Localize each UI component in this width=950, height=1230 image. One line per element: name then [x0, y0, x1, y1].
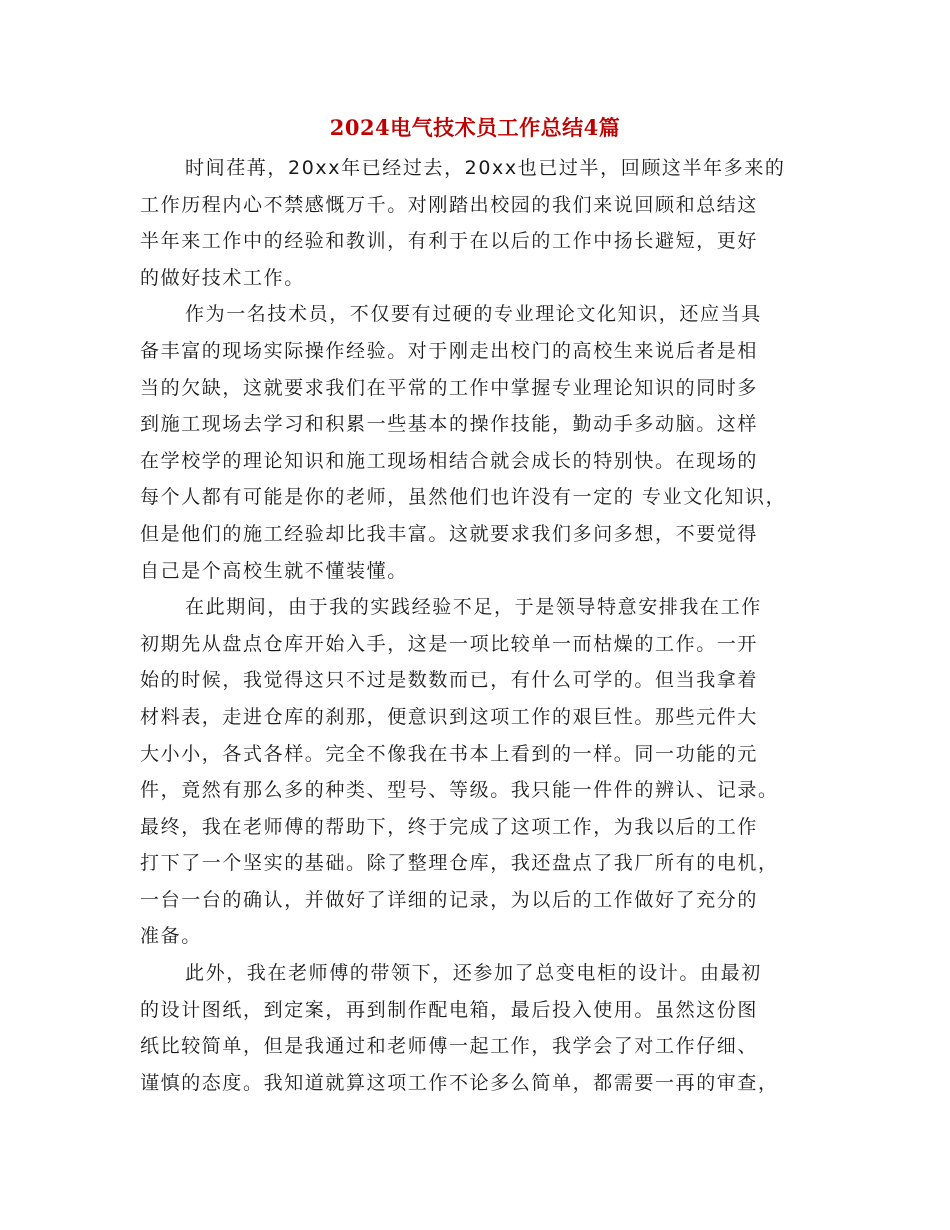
text-line: 大小小，各式各样。完全不像我在书本上看到的一样。同一功能的元 — [140, 742, 759, 765]
text-line: 准备。 — [140, 925, 202, 948]
document-title: 2024电气技术员工作总结4篇 — [329, 115, 621, 140]
text-line: 每个人都有可能是你的老师，虽然他们也许没有一定的 专业文化知识， — [140, 486, 787, 509]
text-line: 自己是个高校生就不懂装懂。 — [140, 559, 408, 582]
text-line: 半年来工作中的经验和教训，有利于在以后的工作中扬长避短，更好 — [140, 230, 759, 253]
text-line: 最终，我在老师傅的帮助下，终于完成了这项工作，为我以后的工作 — [140, 815, 759, 838]
text-line: 工作历程内心不禁感慨万千。对刚踏出校园的我们来说回顾和总结这 — [140, 193, 759, 216]
text-line: 作为一名技术员，不仅要有过硬的专业理论文化知识，还应当具 — [185, 303, 762, 326]
text-line: 的做好技术工作。 — [140, 266, 305, 289]
text-line: 的设计图纸，到定案，再到制作配电箱，最后投入使用。虽然这份图 — [140, 998, 759, 1021]
text-line: 但是他们的施工经验却比我丰富。这就要求我们多问多想，不要觉得 — [140, 522, 759, 545]
text-line: 初期先从盘点仓库开始入手，这是一项比较单一而枯燥的工作。一开 — [140, 632, 759, 655]
text-line: 打下了一个坚实的基础。除了整理仓库，我还盘点了我厂所有的电机， — [140, 852, 779, 875]
text-line: 件，竟然有那么多的种类、型号、等级。我只能一件件的辨认、记录。 — [140, 779, 779, 802]
paragraph-2 — [140, 296, 815, 589]
text-line: 谨慎的态度。我知道就算这项工作不论多么简单，都需要一再的审查， — [140, 1071, 779, 1094]
text-line: 当的欠缺，这就要求我们在平常的工作中掌握专业理论知识的同时多 — [140, 376, 759, 399]
text-line: 在此期间，由于我的实践经验不足，于是领导特意安排我在工作 — [185, 596, 762, 619]
text-line: 备丰富的现场实际操作经验。对于刚走出校门的高校生来说后者是相 — [140, 339, 759, 362]
text-line: 材料表，走进仓库的刹那，便意识到这项工作的艰巨性。那些元件大 — [140, 705, 759, 728]
text-line: 到施工现场去学习和积累一些基本的操作技能，勤动手多动脑。这样 — [140, 413, 759, 436]
text-line: 在学校学的理论知识和施工现场相结合就会成长的特别快。在现场的 — [140, 449, 759, 472]
text-line: 纸比较简单，但是我通过和老师傅一起工作，我学会了对工作仔细、 — [140, 1035, 759, 1058]
text-line: 时间荏苒，20xx年已经过去，20xx也已过半，回顾这半年多来的 — [185, 157, 786, 179]
text-line: 始的时候，我觉得这只不过是数数而已，有什么可学的。但当我拿着 — [140, 669, 759, 692]
paragraph-4 — [140, 955, 815, 1101]
text-line: 此外，我在老师傅的带领下，还参加了总变电柜的设计。由最初 — [185, 962, 762, 985]
document-body — [140, 150, 815, 1101]
paragraph-3 — [140, 589, 815, 955]
text-line: 一台一台的确认，并做好了详细的记录，为以后的工作做好了充分的 — [140, 888, 759, 911]
paragraph-1 — [140, 150, 815, 296]
